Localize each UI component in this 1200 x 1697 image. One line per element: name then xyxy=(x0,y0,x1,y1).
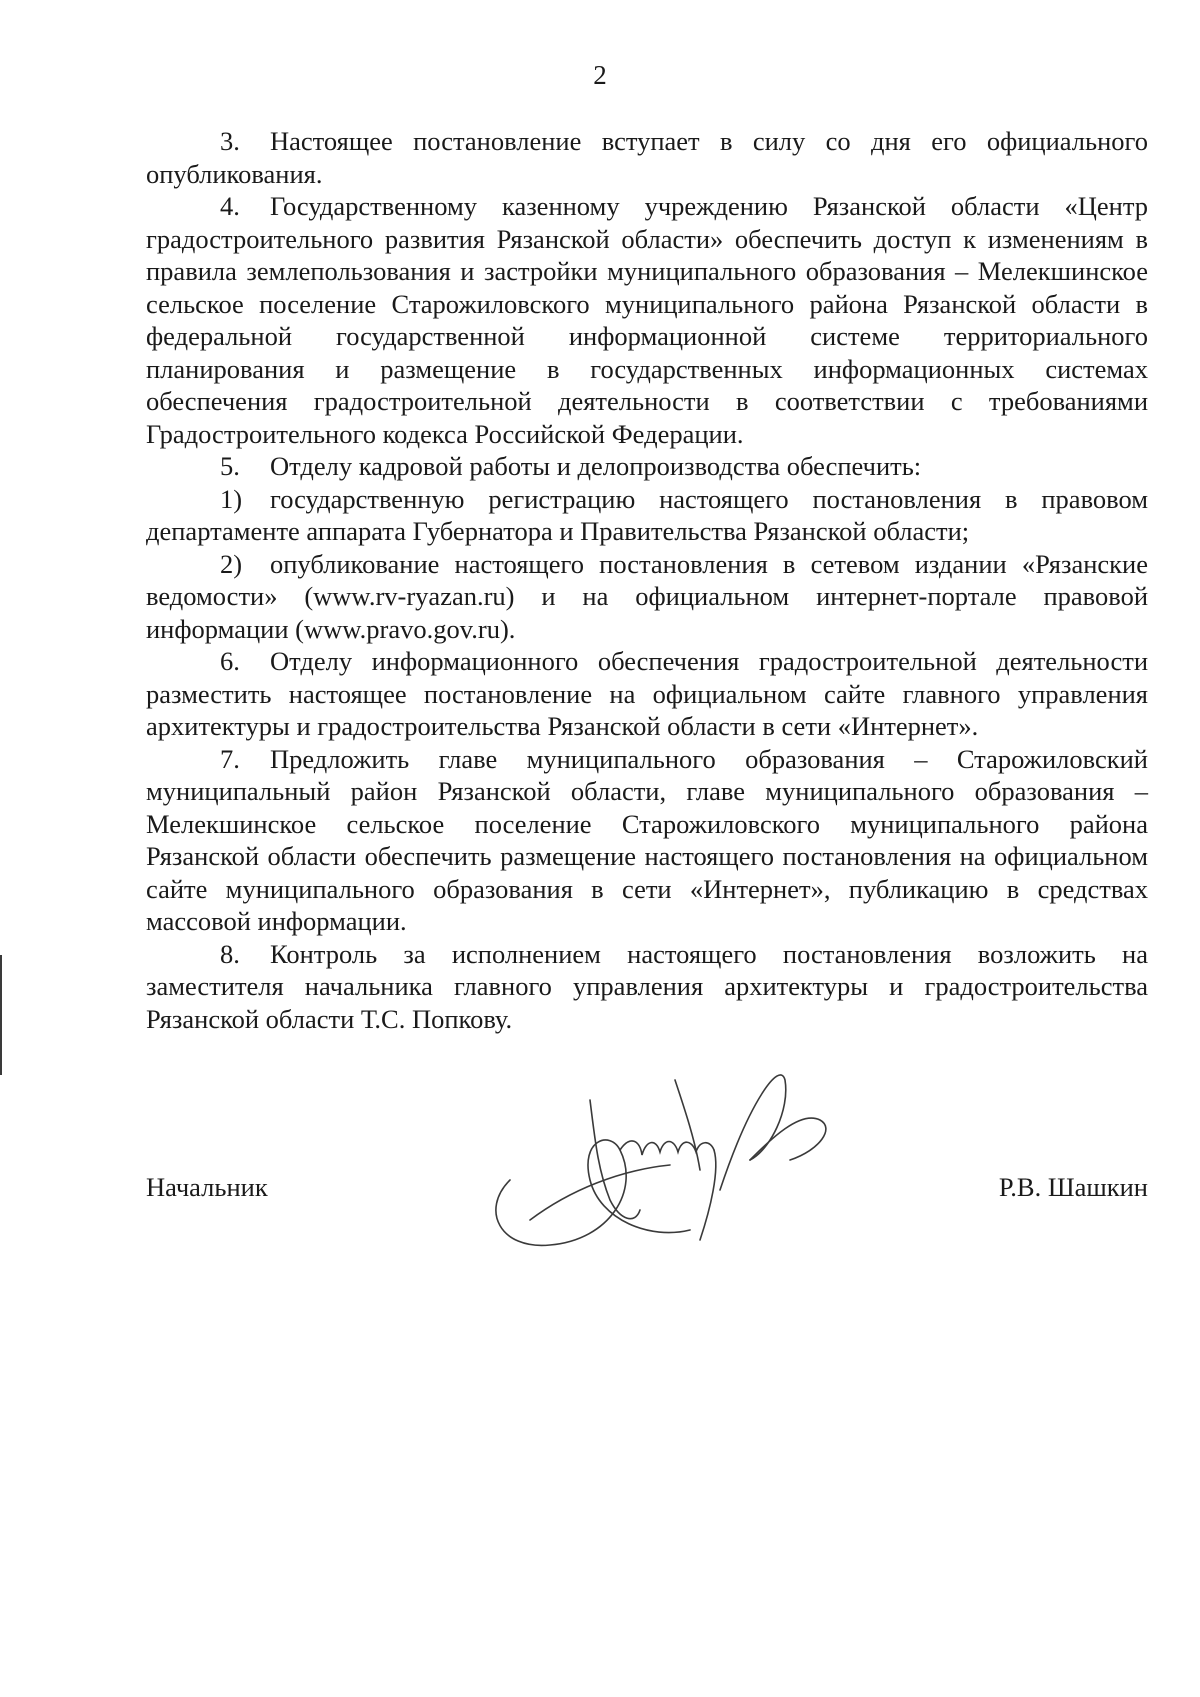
paragraph-text: опубликование настоящего постановления в сетевом издании «Рязанские ведомости» (www.rv-ryazan.ru) и на официальном интернет-портале правовой информации (www.pravo.gov.ru). xyxy=(146,548,1148,644)
paragraph-text: Отделу кадровой работы и делопроизводства обеспечить: xyxy=(270,451,922,481)
paragraph-text: государственную регистрацию настоящего постановления в правовом департаменте аппарата Губернатора и Правительства Рязанской области; xyxy=(146,483,1148,546)
paragraph-8 xyxy=(146,938,1148,1036)
paragraph-number: 7. xyxy=(220,743,240,774)
paragraph-3 xyxy=(146,125,1148,190)
paragraph-text: Контроль за исполнением настоящего постановления возложить на заместителя начальника главного управления архитектуры и градостроительства Рязанской области Т.С. Попкову. xyxy=(146,938,1148,1034)
paragraph-number: 2) xyxy=(220,548,243,579)
subparagraph-2 xyxy=(146,548,1148,646)
subparagraph-1 xyxy=(146,483,1148,548)
paragraph-5 xyxy=(146,450,1148,483)
paragraph-text: Государственному казенному учреждению Рязанской области «Центр градостроительного развития Рязанской области» обеспечить доступ к изменениям в правила землепользования и застройки муниципального образования – Мелекшинское сельское поселение Старожиловского муниципального района Рязанской области в федеральной государственной информационной системе территориального планирования и размещение в государственных информационных системах обеспечения градостроительной деятельности в соответствии с требованиями Градостроительного кодекса Российской Федерации. xyxy=(146,191,1148,449)
paragraph-number: 8. xyxy=(220,938,240,969)
paragraph-number: 1) xyxy=(220,483,243,514)
paragraph-number: 6. xyxy=(220,646,240,676)
paragraph-number: 5. xyxy=(220,451,240,481)
document-body xyxy=(146,125,1148,1035)
signer-position: Начальник xyxy=(146,1172,268,1202)
paragraph-7 xyxy=(146,743,1148,938)
paragraph-number: 3. xyxy=(220,126,240,156)
paragraph-6 xyxy=(146,645,1148,743)
signer-name: Р.В. Шашкин xyxy=(998,1172,1148,1202)
paragraph-4 xyxy=(146,190,1148,450)
paragraph-number: 4. xyxy=(220,191,240,221)
paragraph-text: Отделу информационного обеспечения градостроительной деятельности разместить настоящее постановление на официальном сайте главного управления архитектуры и градостроительства Рязанской области в сети «Интернет». xyxy=(146,646,1148,741)
handwritten-signature xyxy=(470,1040,850,1290)
paragraph-text: Настоящее постановление вступает в силу со дня его официального опубликования. xyxy=(146,126,1148,189)
scan-edge-mark xyxy=(0,955,2,1075)
page-number: 2 xyxy=(593,60,607,90)
paragraph-text: Предложить главе муниципального образования – Старожиловский муниципальный район Рязанской области, главе муниципального образования – Мелекшинское сельское поселение Старожиловского муниципального района Рязанской области обеспечить размещение настоящего постановления на официальном сайте муниципального образования в сети «Интернет», публикацию в средствах массовой информации. xyxy=(146,743,1148,936)
